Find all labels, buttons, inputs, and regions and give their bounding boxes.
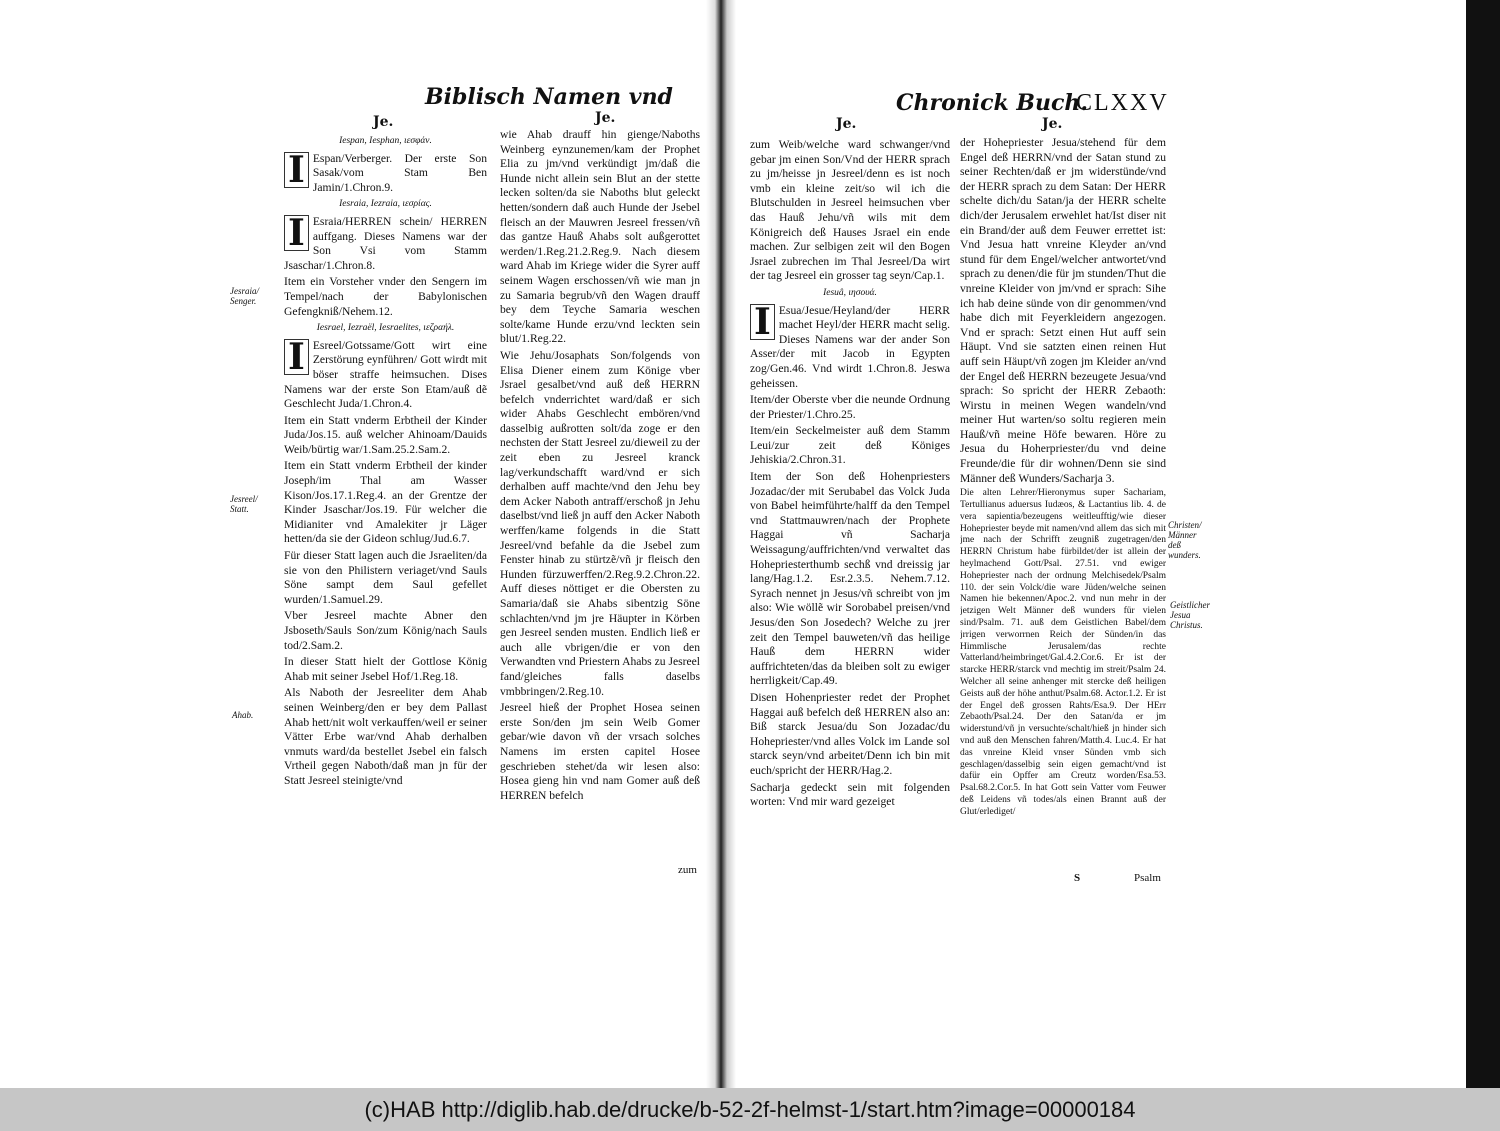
col4-heading: Je. [1042,116,1063,132]
drop-capital: I [284,215,309,251]
footer-credit-text: (c)HAB http://diglib.hab.de/drucke/b-52-2f-helmst-1/start.htm?image=00000184 [364,1096,1136,1122]
entry-paragraph: wie Ahab drauff hin gienge/Naboths Weinberg eynzunemen/kam der Prophet Elia zu jm/vnd verkündigt jm/daß die Hunde nicht allein sein Blut an der stette lecken solten/da sie Naboths blut geleckt hetten/sondern daß auch Hunde der Jsebel fleisch an der Mauwren Jesreel fressen/vñ das gantze Hauß Ahabs solt außgerottet werden/1.Reg.21.2.Reg.9. Nach diesem ward Ahab im Kriege wider die Syrer auff seinem Wagen erschossen/vñ wie man jn zu Samaria begrub/vñ den Wagen drauff bey dem Teyche Samaria weschen solte/kame Hunde erzu/vnd leckten sein blut/1.Reg.22. [500,128,700,346]
entry-heading: Iesrael, Iezraël, Iesraelites, ιεζραήλ. [316,323,455,334]
folio-number: CLXXV [1076,90,1169,116]
entry-paragraph: Disen Hohenpriester redet der Prophet Haggai auß befelch deß HERREN also an: Biß starck Jesua/du Son Jozadac/du Hohepriester/vnd alles Volck im Lande sol starck seyn/vnd arbeitet/Denn ich bin mit euch/spricht der HERR/Hag.2. [750,690,950,777]
entry-paragraph: Item der Son deß Hohenpriesters Jozadac/der mit Serubabel das Volck Juda von Babel heimführte/halff da den Tempel vnd Stattmauwren/nach der Prophete Haggai vñ Sacharja Weissagung/auffrichten/vnd verwaltet das Hohepriesterthumb sechß vnd dreissig jar lang/Hag.1.2. Esr.2.3.5. Nehem.7.12. Syrach nennet jn Jesus/vñ schreibt von jm also: Wie wöllẽ wir Sorobabel preisen/vnd Jesus/den Son Josedech? Welche zu jrer zeit den Tempel bauweten/vñ das heilige Hauß dem HERRN wider auffrichteten/das da bleiben solt zu ewiger herrligkeit/Cap.49. [750,470,950,688]
footer-credit-bar [0,1088,1500,1131]
book-gutter [706,0,736,1088]
column-4 [960,136,1166,870]
entry-paragraph: Jesreel hieß der Prophet Hosea seinen erste Son/den jm sein Weib Gomer gebar/wie davon vñ der vrsach solches Namens im ersten capitel Hosee geschrieben stehet/da wir lesen also: Hosea gieng hin vnd nam Gomer auß deß HERREN befelch [500,701,700,802]
entry-paragraph: Wie Jehu/Josaphats Son/folgends von Elisa Diener einem zum Könige vber Jsrael gesalbet/vnd auß deß HERRN befelch vnderrichtet ward/daß er sich wider Ahabs Geschlecht embören/vnd dasselbig außrotten solt/da zoge er den nechsten der Statt Jesreel zu/dieweil zu der zeit eben zu Jesreel kranck lag/verkundschafft ward/vnd er sich derhalben auff machte/vnd den Jehu bey dem Acker Naboth antraff/erschoß jn Jehu daselbst/vnd ließ jn auff den Acker Naboth werffen/kame folgends in die Statt Jesreel/vnd befahle da die Jsebel zum Fenster hinab zu stürtzẽ/vñ jr fleisch den Hunden fürzuwerffen/2.Reg.9.2.Chron.22. Auff dieses nöttiget er die Obersten zu Samaria/daß sie Ahabs sibentzig Söne schlachten/vnd jm jre Häupter in Körben gen Jesreel senden musten. Endlich ließ er auch alle vbrigen/die er von den Verwandten vnd Priestern Ahabs zu Jesreel fand/gleiches falls daselbs vmbbringen/2.Reg.10. [500,348,700,698]
entry-heading: Iesraia, Iezraia, ιεσρίας. [339,199,432,210]
margin-note: Jesreel/ Statt. [230,494,258,514]
drop-capital: I [284,152,309,188]
entry-paragraph: Item/ein Seckelmeister auß dem Stamm Leui/zur zeit deß Königes Jehiskia/2.Chron.31. [750,424,950,467]
right-running-head: Chronick Buch. [896,90,1089,116]
entry-paragraph: zum Weib/welche ward schwanger/vnd gebar jm einen Son/Vnd der HERR sprach zu jm/heisse jn Jesreel/denn es ist noch vmb ein kleine zeit/so wil ich die Blutschulden in Jesreel heimsuchen vber das Hauß Jehu/vñ wils mit dem Königreich deß Hauses Jsrael ein ende machen. Zur selbigen zeit wil den Bogen Jsrael zubrechen im Thal Jesreel/Da wirt der tag Jesreel ein grosser tag seyn/Cap.1. [750,138,950,283]
scan-edge [1466,0,1500,1088]
entry-paragraph: I Esreel/Gotssame/Gott wirt eine Zerstörung eynführen/ Gott wirdt mit böser straffe heimsuchen. Dises Namens war der erste Son Etam/auß dẽ Geschlecht Juda/1.Chron.4. [284,335,487,411]
column-3 [750,138,950,873]
entry-paragraph: der Hohepriester Jesua/stehend für dem Engel deß HERRN/vnd der Satan stund zu seiner Rechten/daß er jm widerstünde/vnd der HERR sprach zu dem Satan: Der HERR schelte dich/du Satan/ja der HERR schelte dich/der Jerusalem erwehlet hat/Ist diser nit ein Brand/der auß dem Feuwer errettet ist: Vnd Jesua hatt vnreine Kleyder an/vnd stund für dem Engel/welcher antwortet/vnd sprach zu denen/die für jm stunden/Thut die vnreine Kleider von jm/vnd er sprach: Sihe ich hab deine sünde von dir genommen/vnd habe dich mit Feyerkleidern angezogen. Vnd er sprach: Setzt einen Hut auff sein Häupt. Vnd sie satzten einen reinen Hut auff sein Häupt/vñ zogen jm Kleider an/vnd der Engel deß HERRN bezeugete Jesua/vnd sprach: So spricht der HERR Zebaoth: Wirstu in meinen Wegen wandeln/vnd meiner Hut warten/so soltu regieren mein Hauß/vñ meine Höfe bewaren. Höre zu Jesua du Hoherpriester/du vnd deine Freunde/die für dir wohnen/Denn sie sind Männer deß Wunders/Sacharja 3. [960,136,1166,485]
entry-paragraph: Sacharja gedeckt sein mit folgenden worten: Vnd mir ward gezeiget [750,780,950,809]
entry-paragraph: Item/der Oberste vber die neunde Ordnung der Priester/1.Chro.25. [750,393,950,421]
drop-capital: I [750,304,775,340]
entry-paragraph: Vber Jesreel machte Abner den Jsboseth/Sauls Son/zum König/nach Sauls tod/2.Sam.2. [284,609,487,652]
entry-paragraph: In dieser Statt hielt der Gottlose König Ahab mit seiner Jsebel Hof/1.Reg.18. [284,655,487,683]
margin-note: Jesraia/ Senger. [230,286,259,306]
entry-paragraph: Für dieser Statt lagen auch die Jsraeliten/da sie von den Philistern veriaget/vnd Sauls Söne sampt dem Saul gefellet wurden/1.Samuel.29. [284,549,487,606]
col1-heading: Je. [373,114,394,130]
left-running-head: Biblisch Namen vnd [425,84,673,110]
entry-heading: Iesuâ, ιησουά. [823,287,877,298]
left-page [0,0,712,1088]
entry-paragraph: Item ein Statt vnderm Erbtheil der Kinder Juda/Jos.15. auß welcher Ahinoam/Dauids Weib/bürtig war/1.Sam.25.2.Sam.2. [284,413,487,456]
column-2 [500,128,700,863]
entry-paragraph: Item ein Vorsteher vnder den Sengern im Tempel/nach der Babylonischen Gefengkniß/Nehem.12. [284,275,487,318]
col3-heading: Je. [836,116,857,132]
col2-heading: Je. [595,110,616,126]
right-page [736,0,1500,1088]
entry-paragraph: I Esua/Jesue/Heyland/der HERR machet Heyl/der HERR macht selig. Dieses Namens war der ander Son Asser/der mit Jacob in Egypten zog/Gen.46. Vnd wirdt 1.Chron.8. Jeswa geheissen. [750,300,950,390]
entry-paragraph: I Espan/Verberger. Der erste Son Sasak/vom Stam Ben Jamin/1.Chron.9. [284,152,487,196]
margin-note: Geistlicher Jesua Christus. [1170,600,1210,630]
drop-capital: I [284,339,309,375]
catchword: Psalm [1134,872,1161,884]
column-1 [284,132,487,876]
catchword: zum [678,864,697,876]
entry-heading: Iespan, Iesphan, ιεσφάν. [339,136,432,146]
entry-paragraph: I Esraia/HERREN schein/ HERREN auffgang. Dieses Namens war der Son Vsi vom Stamm Jsaschar/1.Chron.8. [284,211,487,272]
commentary-paragraph: Die alten Lehrer/Hieronymus super Sachariam, Tertullianus aduersus Iudæos, & Lactantius lib. 4. de vera sapientia/bezeugens weitleufftig/wie dieser Hohepriester beyde mit namen/vnd allem das sich mit jme nach der Schrifft zeugniß zugetragen/den HERRN Christum habe fürbildet/der ist allein der heylmachend Gott/Psal. 27.51. vnd ewiger Hohepriester nach der ordnung Melchisedek/Psalm 110. der sein Volck/die ware Jüden/welche seinen Namen hie bekennen/Apoc.2. vnd nun mehr in der jetzigen Welt Männer deß wunders für vielen sind/Psalm. 71. auß dem Geistlichen Babel/dem jrrigen verworrnen Reich der Sünden/in das Himmlische Jerusalem/das rechte Vatterland/heimbringet/Gal.4.2.Cor.6. Er ist der starcke HERR/starck vnd mechtig im streit/Psalm 24. Welcher all seine anhenger mit stercke deß heiligen Geists auß der höhe anthut/Psalm.68. Actor.1.2. Er ist der Engel deß grossen Rahts/Esa.9. Der HErr Zebaoth/Psal.24. Der den Satan/da er jm widerstund/vñ jn versuchte/schalt/hieß jn hinder sich vnd auß den Menschen fahren/Matth.4. Luc.4. Er hat das vnreine Kleid vnser Sünden vmb sich geschlagen/dasselbig sein eigen gemacht/vnd ist dafür ein Opffer am Creutz worden/Esa.53. Psal.68.2.Cor.5. In hat Gott sein Vatter vom Feuwer deß Leidens vñ todes/als einen Brannt auß der Glut/erlediget/ [960,488,1166,817]
entry-paragraph: Als Naboth der Jesreeliter dem Ahab seinen Weinberg/den er bey dem Pallast Ahab hett/nit wolt verkauffen/weil er seiner Vätter Erbe war/vnd Ahab derhalben vnmuts ward/da bestellet Jsebel ein falsch Vrtheil gegen Naboth/daß man jn für der Statt Jesreel steinigte/vnd [284,686,487,787]
margin-note: Ahab. [232,710,254,720]
margin-note: Christen/ Männer deß wunders. [1168,520,1202,560]
entry-paragraph: Item ein Statt vnderm Erbtheil der kinder Joseph/im Thal am Wasser Kison/Jos.17.1.Reg.4. an der Grentze der Kinder Jsaschar/Jos.19. Für welcher die Midianiter vnd Amalekiter jr Läger hetten/da sie der Gideon schlug/Jud.6.7. [284,459,487,546]
signature-mark: S [1074,872,1081,884]
